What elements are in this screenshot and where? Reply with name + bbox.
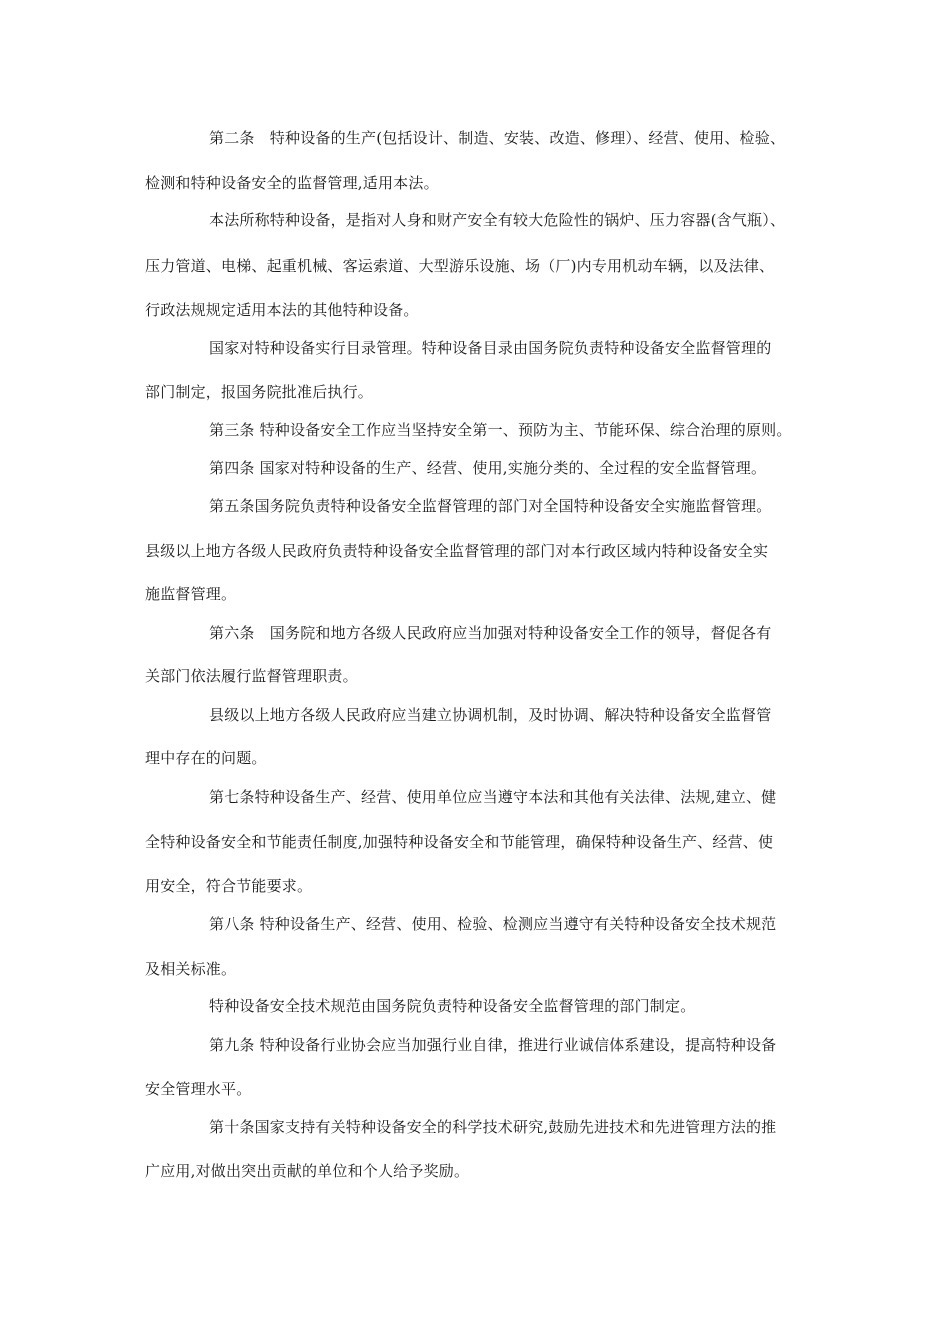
article-10-line-2: 广应用,对做出突出贡献的单位和个人给予奖励。 bbox=[145, 1162, 470, 1180]
article-5-line-3: 施监督管理。 bbox=[145, 585, 237, 603]
article-8-line-1: 第八条 特种设备生产、经营、使用、检验、检测应当遵守有关特种设备安全技术规范 bbox=[209, 915, 777, 933]
article-7-line-2: 全特种设备安全和节能责任制度,加强特种设备安全和节能管理，确保特种设备生产、经营、使 bbox=[145, 833, 774, 851]
article-9-line-1: 第九条 特种设备行业协会应当加强行业自律，推进行业诚信体系建设，提高特种设备 bbox=[209, 1036, 777, 1054]
catalog-management-line-2: 部门制定，报国务院批准后执行。 bbox=[145, 383, 374, 401]
article-4-line: 第四条 国家对特种设备的生产、经营、使用,实施分类的、全过程的安全监督管理。 bbox=[209, 459, 767, 477]
special-equipment-definition-line-3: 行政法规规定适用本法的其他特种设备。 bbox=[145, 301, 419, 319]
article-5-line-2: 县级以上地方各级人民政府负责特种设备安全监督管理的部门对本行政区域内特种设备安全实 bbox=[145, 542, 769, 560]
special-equipment-definition-line-2: 压力管道、电梯、起重机械、客运索道、大型游乐设施、场（厂)内专用机动车辆，以及法律、 bbox=[145, 257, 775, 275]
article-2-line-2: 检测和特种设备安全的监督管理,适用本法。 bbox=[145, 174, 439, 192]
article-10-line-1: 第十条国家支持有关特种设备安全的科学技术研究,鼓励先进技术和先进管理方法的推 bbox=[209, 1118, 777, 1136]
technical-specs-line: 特种设备安全技术规范由国务院负责特种设备安全监督管理的部门制定。 bbox=[209, 997, 696, 1015]
article-3-line: 第三条 特种设备安全工作应当坚持安全第一、预防为主、节能环保、综合治理的原则。 bbox=[209, 421, 792, 439]
article-7-line-1: 第七条特种设备生产、经营、使用单位应当遵守本法和其他有关法律、法规,建立、健 bbox=[209, 788, 777, 806]
catalog-management-line-1: 国家对特种设备实行目录管理。特种设备目录由国务院负责特种设备安全监督管理的 bbox=[209, 339, 772, 357]
coordination-mechanism-line-1: 县级以上地方各级人民政府应当建立协调机制，及时协调、解决特种设备安全监督管 bbox=[209, 706, 772, 724]
article-6-line-2: 关部门依法履行监督管理职责。 bbox=[145, 667, 358, 685]
article-2-line-1: 第二条 特种设备的生产(包括设计、制造、安装、改造、修理）、经营、使用、检验、 bbox=[209, 129, 786, 147]
special-equipment-definition-line-1: 本法所称特种设备，是指对人身和财产安全有较大危险性的锅炉、压力容器(含气瓶）、 bbox=[209, 211, 786, 229]
coordination-mechanism-line-2: 理中存在的问题。 bbox=[145, 749, 267, 767]
article-7-line-3: 用安全，符合节能要求。 bbox=[145, 877, 313, 895]
article-8-line-2: 及相关标准。 bbox=[145, 960, 237, 978]
article-9-line-2: 安全管理水平。 bbox=[145, 1080, 252, 1098]
article-6-line-1: 第六条 国务院和地方各级人民政府应当加强对特种设备安全工作的领导，督促各有 bbox=[209, 624, 772, 642]
article-5-line-1: 第五条国务院负责特种设备安全监督管理的部门对全国特种设备安全实施监督管理。 bbox=[209, 497, 772, 515]
